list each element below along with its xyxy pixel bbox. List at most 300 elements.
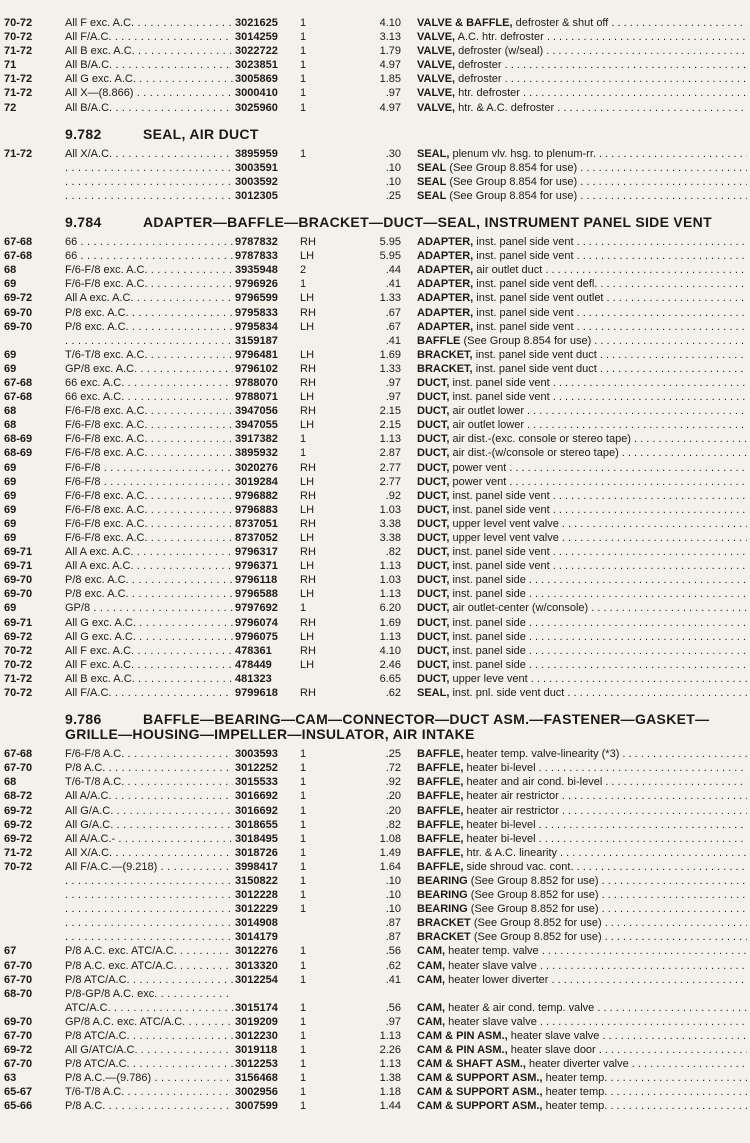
part-name: BAFFLE, <box>417 818 464 831</box>
part-name: BAFFLE, <box>417 748 464 761</box>
part-row <box>0 573 750 587</box>
part-row <box>0 1071 750 1085</box>
part-number: 3935948 <box>235 264 278 277</box>
price: 4.10 <box>379 17 401 29</box>
part-name: ADAPTER, <box>417 320 474 333</box>
part-description <box>417 489 747 503</box>
section-title: SEAL, AIR DUCT <box>143 125 259 142</box>
model-years: 69-70 <box>4 320 33 333</box>
quantity-or-side: LH <box>300 250 315 263</box>
part-number: 3014259 <box>235 31 278 44</box>
part-name: CAM, <box>417 1015 446 1028</box>
part-name: DUCT, <box>417 503 450 516</box>
part-description <box>417 334 747 348</box>
part-number: 3014179 <box>235 931 278 944</box>
quantity-or-side: RH <box>300 644 316 657</box>
quantity-or-side: LH <box>300 503 315 516</box>
part-number: 3019209 <box>235 1015 278 1028</box>
part-row <box>0 902 750 916</box>
price: .87 <box>385 917 401 930</box>
part-name: DUCT, <box>417 461 450 474</box>
part-detail: air outlet lower <box>452 419 524 432</box>
model-years: 67-68 <box>4 236 33 249</box>
part-number: 3003593 <box>235 748 278 761</box>
part-description <box>417 1015 747 1029</box>
application: F/6-F/8 exc. A.C. . . . <box>65 418 233 432</box>
part-detail: upper level vent valve <box>452 517 559 530</box>
part-detail: (See Group 8.852 for use) <box>473 931 602 944</box>
price: 1.13 <box>379 1030 401 1042</box>
part-name: DUCT, <box>417 405 450 418</box>
part-row <box>0 101 750 115</box>
application: GP/8 . . . <box>65 601 233 615</box>
application: F/6-F/8 A.C. . . . <box>65 747 233 761</box>
part-name: BAFFLE, <box>417 776 464 789</box>
section-heading <box>0 127 750 142</box>
application: P/8 A.C. . . . <box>65 1099 233 1113</box>
application: All F/A.C. . . . <box>65 30 233 44</box>
price: .56 <box>385 945 401 958</box>
model-years: 71 <box>4 59 17 72</box>
part-name: BEARING <box>417 874 468 887</box>
part-detail: heater slave valve <box>510 1030 600 1042</box>
application: P/8-GP/8 A.C. exc. . . . <box>65 987 233 1001</box>
quantity-or-side: 1 <box>300 433 307 446</box>
application: All X/A.C. . . . <box>65 846 233 860</box>
part-number: 3003591 <box>235 161 278 174</box>
price: 1.13 <box>379 560 401 573</box>
part-row <box>0 761 750 775</box>
part-detail: inst. panel side <box>452 588 526 601</box>
price: 1.33 <box>379 362 401 375</box>
part-row <box>0 432 750 446</box>
part-description <box>417 376 747 390</box>
part-number: 9787833 <box>235 250 278 263</box>
part-number: 3895932 <box>235 447 278 460</box>
part-description <box>417 573 747 587</box>
model-years: 69-71 <box>4 616 33 629</box>
application: GP/8 exc. A.C. . . . <box>65 362 233 376</box>
price: 3.13 <box>379 31 401 44</box>
model-years: 69-71 <box>4 546 33 559</box>
model-years: 68-69 <box>4 433 33 446</box>
price: 4.97 <box>379 59 401 72</box>
model-years: 67-70 <box>4 762 33 775</box>
part-detail: heater temp. valve <box>448 945 539 958</box>
part-name: BAFFLE, <box>417 790 464 803</box>
part-detail: (See Group 8.854 for use) <box>463 334 592 347</box>
application: F/6-F/8 exc. A.C. . . . <box>65 531 233 545</box>
part-name: BEARING <box>417 889 468 902</box>
model-years: 69-72 <box>4 630 33 643</box>
model-years: 69-71 <box>4 560 33 573</box>
catalog-section <box>0 127 750 211</box>
part-name: DUCT, <box>417 419 450 432</box>
application <box>65 175 233 189</box>
part-description <box>417 761 747 775</box>
part-row <box>0 686 750 700</box>
quantity-or-side: RH <box>300 405 316 418</box>
part-description <box>417 320 747 334</box>
part-description <box>417 1085 747 1099</box>
model-years: 69 <box>4 517 17 530</box>
part-detail: heater bi-level <box>466 762 536 775</box>
part-number: 3016692 <box>235 804 278 817</box>
quantity-or-side: 1 <box>300 790 307 803</box>
part-description <box>417 235 747 249</box>
part-row <box>0 545 750 559</box>
part-description <box>417 362 747 376</box>
part-detail: (See Group 8.852 for use) <box>470 903 599 916</box>
part-name: DUCT, <box>417 447 450 460</box>
part-row <box>0 959 750 973</box>
quantity-or-side: LH <box>300 475 315 488</box>
section-code: 9.786 <box>65 711 102 728</box>
model-years: 69 <box>4 503 17 516</box>
part-description <box>417 475 747 489</box>
part-row <box>0 1043 750 1057</box>
part-name: VALVE, <box>417 31 456 44</box>
application <box>65 334 233 348</box>
quantity-or-side: RH <box>300 517 316 530</box>
part-detail: inst. panel side <box>452 644 526 657</box>
price: 2.87 <box>379 447 401 460</box>
model-years: 65-67 <box>4 1086 33 1099</box>
application: P/8 ATC/A.C. . . . <box>65 973 233 987</box>
quantity-or-side: RH <box>300 236 316 249</box>
part-number: 3019118 <box>235 1044 278 1057</box>
quantity-or-side: 2 <box>300 264 307 277</box>
part-description <box>417 1099 747 1113</box>
quantity-or-side: RH <box>300 461 316 474</box>
application: All B/A.C. . . . <box>65 101 233 115</box>
part-number: 9796481 <box>235 348 278 361</box>
part-name: CAM & SHAFT ASM., <box>417 1058 526 1071</box>
part-detail: inst. panel side vent <box>452 391 550 404</box>
part-detail: air outlet-center (w/console) <box>452 602 589 615</box>
part-number: 3018495 <box>235 832 278 845</box>
part-row <box>0 587 750 601</box>
price: .97 <box>385 1015 401 1028</box>
quantity-or-side: 1 <box>300 17 307 29</box>
quantity-or-side: 1 <box>300 1030 307 1042</box>
application: All A/A.C. . . . <box>65 789 233 803</box>
model-years: 67-68 <box>4 391 33 404</box>
application: ATC/A.C. . . . <box>65 1001 233 1015</box>
price: 2.77 <box>379 475 401 488</box>
part-description <box>417 44 747 58</box>
model-years: 69 <box>4 602 17 615</box>
application: 66 . . . <box>65 235 233 249</box>
price: 1.49 <box>379 846 401 859</box>
application: F/6-F/8 exc. A.C. . . . <box>65 263 233 277</box>
part-name: VALVE, <box>417 87 456 100</box>
part-name: DUCT, <box>417 574 450 587</box>
application <box>65 189 233 203</box>
application: All A/A.C.- . . . <box>65 832 233 846</box>
application: F/6-F/8 . . . <box>65 475 233 489</box>
application: P/8 ATC/A.C. . . . <box>65 1057 233 1071</box>
price: .62 <box>385 959 401 972</box>
part-description <box>417 30 747 44</box>
part-detail: inst. panel side vent <box>476 306 574 319</box>
part-row <box>0 277 750 291</box>
price: 1.18 <box>379 1086 401 1099</box>
part-row <box>0 888 750 902</box>
part-number: 3150822 <box>235 874 278 887</box>
application: All F exc. A.C. . . . <box>65 16 233 30</box>
section-title: BAFFLE—BEARING—CAM—CONNECTOR—DUCT ASM.—FASTENER—GASKET—GRILLE—HOUSING—IMPELLER—INSULATOR, AIR INTAKE <box>65 711 710 743</box>
quantity-or-side: 1 <box>300 73 307 86</box>
part-description <box>417 517 747 531</box>
part-description <box>417 888 747 902</box>
part-detail: A.C. htr. defroster <box>457 31 544 44</box>
part-description <box>417 147 747 161</box>
application: All G/ATC/A.C. . . . <box>65 1043 233 1057</box>
part-name: DUCT, <box>417 588 450 601</box>
part-detail: inst. panel side vent <box>476 236 574 249</box>
part-name: BRACKET, <box>417 362 473 375</box>
part-description <box>417 16 747 30</box>
application: All G exc. A.C. . . . <box>65 72 233 86</box>
model-years: 70-72 <box>4 644 33 657</box>
price: .10 <box>385 175 401 188</box>
part-name: BAFFLE, <box>417 832 464 845</box>
part-row <box>0 846 750 860</box>
part-number: 3015533 <box>235 776 278 789</box>
part-name: DUCT, <box>417 532 450 544</box>
model-years: 71-72 <box>4 87 33 100</box>
part-name: CAM & SUPPORT ASM., <box>417 1086 543 1099</box>
price: .82 <box>385 818 401 831</box>
section-code: 9.782 <box>65 125 102 142</box>
model-years: 69-70 <box>4 1015 33 1028</box>
application: T/6-T/8 A.C. . . . <box>65 1085 233 1099</box>
part-row <box>0 503 750 517</box>
model-years: 69-72 <box>4 292 33 305</box>
part-number: 9796599 <box>235 292 278 305</box>
part-row <box>0 987 750 1001</box>
part-name: ADAPTER, <box>417 264 474 277</box>
quantity-or-side: RH <box>300 546 316 559</box>
application: F/6-F/8 exc. A.C. . . . <box>65 432 233 446</box>
part-description <box>417 789 747 803</box>
quantity-or-side: 1 <box>300 447 307 460</box>
model-years: 68 <box>4 419 17 432</box>
part-number: 3013320 <box>235 959 278 972</box>
part-number: 3018655 <box>235 818 278 831</box>
part-row <box>0 263 750 277</box>
part-row <box>0 644 750 658</box>
part-number: 3159187 <box>235 334 278 347</box>
part-row <box>0 559 750 573</box>
catalog-section <box>0 712 750 1121</box>
part-detail: heater slave valve <box>448 1015 537 1028</box>
part-row <box>0 58 750 72</box>
part-name: CAM & PIN ASM., <box>417 1044 508 1057</box>
part-description <box>417 390 747 404</box>
part-name: ADAPTER, <box>417 250 474 263</box>
quantity-or-side: 1 <box>300 832 307 845</box>
quantity-or-side: LH <box>300 630 315 643</box>
part-number: 9796317 <box>235 546 278 559</box>
application: F/6-F/8 exc. A.C. . . . <box>65 404 233 418</box>
application <box>65 888 233 902</box>
part-detail: inst. panel side vent <box>452 489 550 502</box>
section-gap <box>0 700 750 708</box>
model-years: 71-72 <box>4 147 33 160</box>
part-description <box>417 818 747 832</box>
part-number: 3014908 <box>235 917 278 930</box>
part-number: 9796371 <box>235 560 278 573</box>
part-row <box>0 161 750 175</box>
price: 5.95 <box>379 250 401 263</box>
quantity-or-side: 1 <box>300 804 307 817</box>
model-years: 72 <box>4 101 17 114</box>
quantity-or-side: 1 <box>300 31 307 44</box>
part-description <box>417 1057 747 1071</box>
application: F/6-F/8 exc. A.C. . . . <box>65 489 233 503</box>
price: .41 <box>385 278 401 291</box>
part-detail: inst. panel side vent <box>452 376 550 389</box>
part-description <box>417 531 747 545</box>
part-description <box>417 775 747 789</box>
price: .25 <box>385 748 401 761</box>
part-name: BRACKET, <box>417 348 473 361</box>
part-detail: inst. panel side <box>452 630 526 643</box>
part-number: 3012276 <box>235 945 278 958</box>
price: 6.20 <box>379 602 401 615</box>
part-name: VALVE & BAFFLE, <box>417 17 513 29</box>
application: F/6-F/8 exc. A.C. . . . <box>65 446 233 460</box>
part-number: 3022722 <box>235 45 278 58</box>
part-number: 3016692 <box>235 790 278 803</box>
part-detail: heater lower diverter <box>448 973 549 986</box>
part-number: 9796883 <box>235 503 278 516</box>
quantity-or-side: 1 <box>300 602 307 615</box>
part-number: 3012230 <box>235 1030 278 1042</box>
part-description <box>417 446 747 460</box>
part-detail: air outlet duct <box>476 264 543 277</box>
part-name: SEAL, <box>417 687 450 700</box>
part-row <box>0 390 750 404</box>
price: 6.65 <box>379 672 401 685</box>
price: .10 <box>385 161 401 174</box>
part-name: ADAPTER, <box>417 236 474 249</box>
part-number: 3012252 <box>235 762 278 775</box>
price: .10 <box>385 889 401 902</box>
price: 1.13 <box>379 1058 401 1071</box>
part-description <box>417 1043 747 1057</box>
part-number: 9788071 <box>235 391 278 404</box>
part-description <box>417 658 747 672</box>
part-name: BRACKET <box>417 917 471 930</box>
part-detail: air outlet lower <box>452 405 524 418</box>
model-years: 69 <box>4 278 17 291</box>
price: .97 <box>385 87 401 100</box>
part-detail: inst. panel side <box>452 658 526 671</box>
part-description <box>417 902 747 916</box>
application: P/8 exc. A.C. . . . <box>65 587 233 601</box>
part-detail: inst. panel side vent <box>476 250 574 263</box>
part-number: 3005869 <box>235 73 278 86</box>
price: .92 <box>385 776 401 789</box>
part-number: 9788070 <box>235 376 278 389</box>
price: 4.97 <box>379 101 401 114</box>
quantity-or-side: 1 <box>300 818 307 831</box>
part-name: CAM & SUPPORT ASM., <box>417 1072 543 1085</box>
part-detail: defroster (w/seal) <box>458 45 544 58</box>
part-detail: heater bi-level <box>466 818 536 831</box>
section-gap <box>0 203 750 211</box>
price: .10 <box>385 874 401 887</box>
part-name: CAM, <box>417 945 446 958</box>
part-number: 9796102 <box>235 362 278 375</box>
model-years: 69 <box>4 362 17 375</box>
part-number: 3020276 <box>235 461 278 474</box>
part-row <box>0 404 750 418</box>
model-years: 69 <box>4 532 17 544</box>
application <box>65 874 233 888</box>
part-row <box>0 1001 750 1015</box>
model-years: 63 <box>4 1072 17 1085</box>
part-description <box>417 291 747 305</box>
part-name: DUCT, <box>417 475 450 488</box>
model-years: 69-70 <box>4 588 33 601</box>
application: P/8 A.C. . . . <box>65 761 233 775</box>
application: All B exc. A.C. . . . <box>65 672 233 686</box>
quantity-or-side: LH <box>300 532 315 544</box>
part-detail: (See Group 8.852 for use) <box>470 889 599 902</box>
part-detail: (See Group 8.854 for use) <box>449 189 578 202</box>
part-number: 3023851 <box>235 59 278 72</box>
quantity-or-side: 1 <box>300 846 307 859</box>
quantity-or-side: LH <box>300 588 315 601</box>
part-detail: inst. panel side vent outlet <box>476 292 604 305</box>
quantity-or-side: RH <box>300 376 316 389</box>
application: T/6-T/8 exc. A.C. . . . <box>65 348 233 362</box>
price: .62 <box>385 687 401 700</box>
part-number: 3002956 <box>235 1086 278 1099</box>
part-detail: power vent <box>452 475 507 488</box>
part-detail: inst. panel side vent duct <box>475 348 597 361</box>
application: All X/A.C. . . . <box>65 147 233 161</box>
quantity-or-side: LH <box>300 292 315 305</box>
model-years: 69 <box>4 348 17 361</box>
part-description <box>417 545 747 559</box>
part-description <box>417 306 747 320</box>
model-years: 65-66 <box>4 1100 33 1113</box>
quantity-or-side: LH <box>300 391 315 404</box>
price: 3.38 <box>379 517 401 530</box>
application: F/6-F/8 exc. A.C. . . . <box>65 503 233 517</box>
part-row <box>0 1015 750 1029</box>
part-name: SEAL, <box>417 147 450 160</box>
part-number: 3917382 <box>235 433 278 446</box>
part-row <box>0 376 750 390</box>
part-description <box>417 418 747 432</box>
part-detail: (See Group 8.852 for use) <box>470 874 599 887</box>
part-number: 3019284 <box>235 475 278 488</box>
model-years: 70-72 <box>4 17 33 29</box>
model-years: 71-72 <box>4 672 33 685</box>
model-years: 71-72 <box>4 846 33 859</box>
quantity-or-side: 1 <box>300 1001 307 1014</box>
price: 1.13 <box>379 630 401 643</box>
part-row <box>0 616 750 630</box>
part-number: 3007599 <box>235 1100 278 1113</box>
application: P/8 A.C. exc. ATC/A.C. . . . <box>65 944 233 958</box>
